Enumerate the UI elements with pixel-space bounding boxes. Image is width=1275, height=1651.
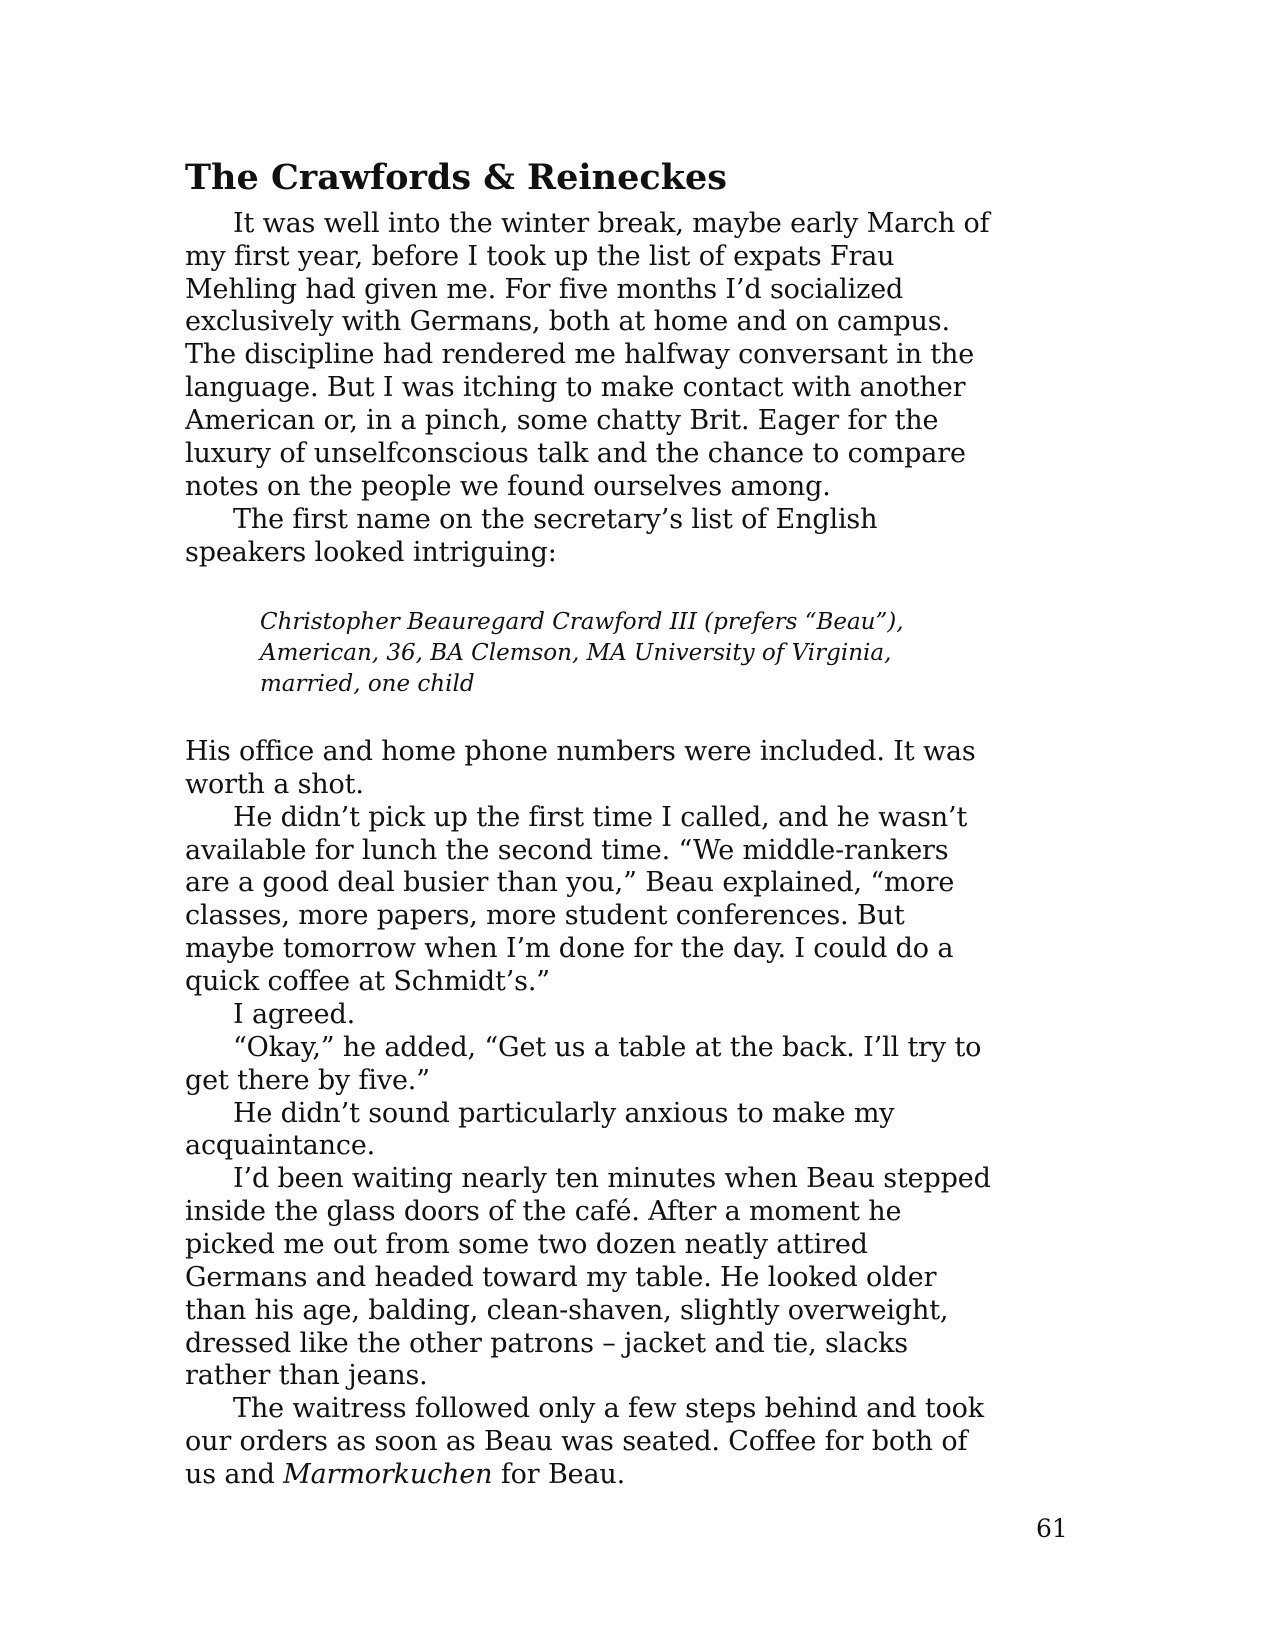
paragraph-line: He didn’t sound particularly anxious to make my <box>233 1098 895 1129</box>
paragraph-line: exclusively with Germans, both at home and on campus. <box>185 306 950 337</box>
paragraph-line: available for lunch the second time. “We middle-rankers <box>185 835 949 866</box>
paragraph-line: luxury of unselfconscious talk and the chance to compare <box>185 438 966 469</box>
paragraph-line: I agreed. <box>233 999 356 1030</box>
italic-term: Marmorkuchen <box>283 1459 493 1490</box>
paragraph-line: than his age, balding, clean-shaven, slightly overweight, <box>185 1295 949 1326</box>
paragraph-line: rather than jeans. <box>185 1360 428 1391</box>
paragraph-line: It was well into the winter break, maybe early March of <box>233 208 990 239</box>
chapter-title: The Crawfords & Reineckes <box>185 157 727 198</box>
paragraph-line: American or, in a pinch, some chatty Brit. Eager for the <box>185 405 939 436</box>
paragraph-line: my first year, before I took up the list of expats Frau <box>185 241 895 272</box>
paragraph-line: our orders as soon as Beau was seated. Coffee for both of <box>185 1426 968 1457</box>
paragraph-line: The waitress followed only a few steps behind and took <box>233 1393 984 1424</box>
paragraph-line: picked me out from some two dozen neatly attired <box>185 1229 868 1260</box>
paragraph-line: He didn’t pick up the first time I called, and he wasn’t <box>233 802 968 833</box>
paragraph-line: Mehling had given me. For five months I’d socialized <box>185 274 904 305</box>
page-number: 61 <box>1036 1514 1068 1543</box>
paragraph-line: inside the glass doors of the café. After a moment he <box>185 1196 902 1227</box>
paragraph-line: The first name on the secretary’s list of English <box>233 504 878 535</box>
paragraph-line: worth a shot. <box>185 769 364 800</box>
paragraph-line: get there by five.” <box>185 1065 430 1096</box>
line-text: for Beau. <box>492 1459 626 1490</box>
paragraph-line: language. But I was itching to make contact with another <box>185 372 966 403</box>
paragraph-line: classes, more papers, more student conferences. But <box>185 900 905 931</box>
paragraph-line: Germans and headed toward my table. He looked older <box>185 1262 937 1293</box>
quote-line: American, 36, BA Clemson, MA University of Virginia, <box>260 640 892 666</box>
paragraph-line: speakers looked intriguing: <box>185 537 557 568</box>
paragraph-line: quick coffee at Schmidt’s.” <box>185 966 550 997</box>
paragraph-line: The discipline had rendered me halfway conversant in the <box>185 339 975 370</box>
paragraph-line: His office and home phone numbers were included. It was <box>185 736 976 767</box>
paragraph-line: “Okay,” he added, “Get us a table at the back. I’ll try to <box>233 1032 982 1063</box>
paragraph-line: are a good deal busier than you,” Beau explained, “more <box>185 867 955 898</box>
quote-line: Christopher Beauregard Crawford III (prefers “Beau”), <box>260 609 904 635</box>
quote-line: married, one child <box>260 671 475 697</box>
line-text: us and <box>185 1459 284 1490</box>
paragraph-line: maybe tomorrow when I’m done for the day. I could do a <box>185 933 954 964</box>
paragraph-line: I’d been waiting nearly ten minutes when Beau stepped <box>233 1163 991 1194</box>
paragraph-line <box>185 1458 625 1491</box>
paragraph-line: dressed like the other patrons – jacket and tie, slacks <box>185 1328 909 1359</box>
paragraph-line: notes on the people we found ourselves among. <box>185 471 831 502</box>
paragraph-line: acquaintance. <box>185 1130 376 1161</box>
